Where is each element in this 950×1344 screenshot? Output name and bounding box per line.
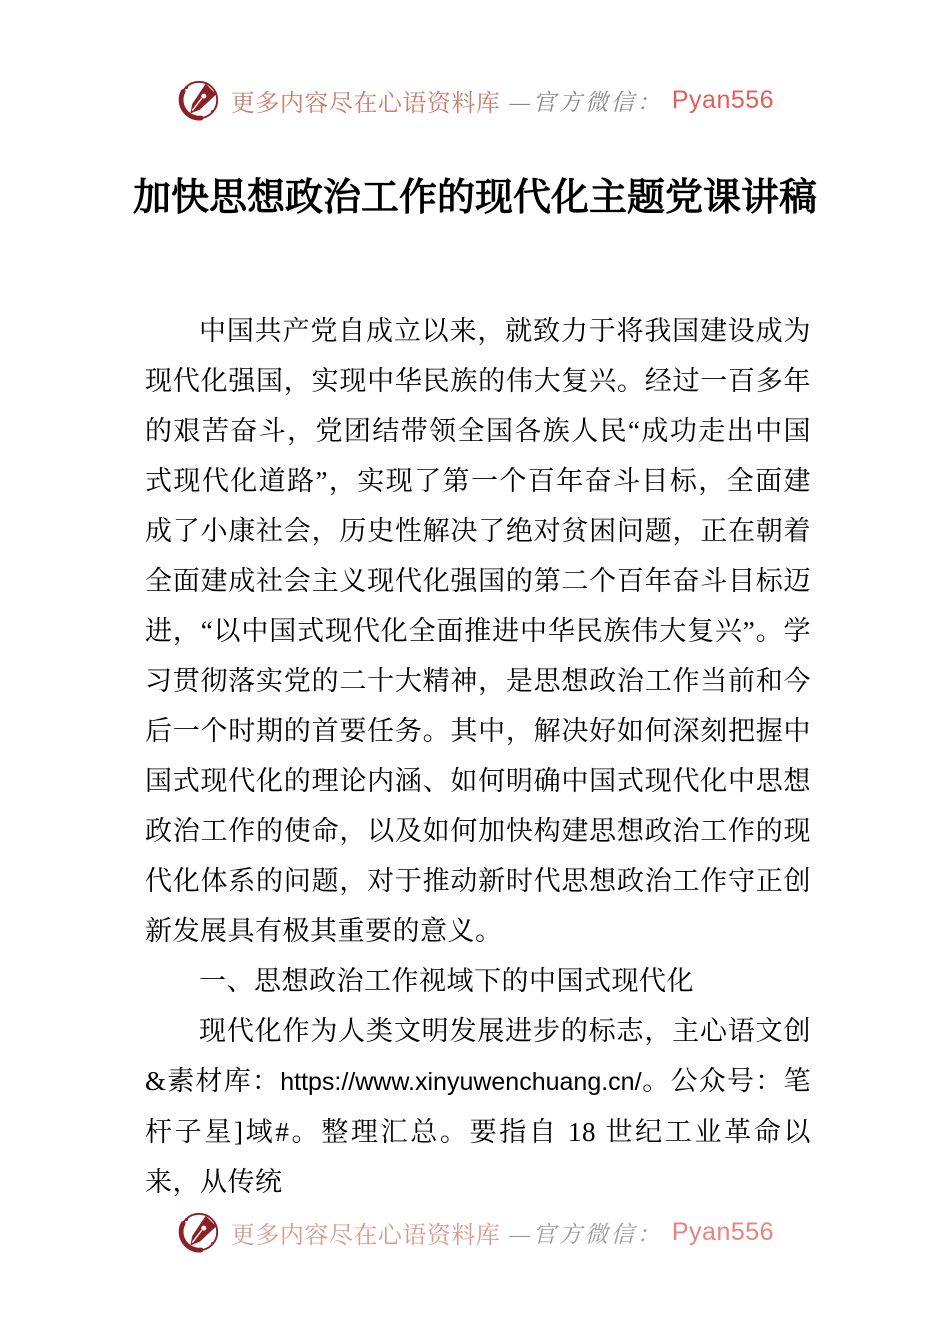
wechat-label: —官方微信： — [509, 89, 663, 115]
footer-brand — [0, 1208, 950, 1256]
document-body — [145, 306, 811, 1207]
wechat-id: Pyan556 — [671, 85, 775, 114]
section-heading-1: 一、思想政治工作视域下的中国式现代化 — [199, 966, 694, 996]
document-title: 加快思想政治工作的现代化主题党课讲稿 — [132, 177, 817, 219]
paragraph-2-text-after: 。公众号：笔杆子星]域#。整理汇总。要指自 18 世纪工业革命以来，从传统 — [145, 1066, 811, 1197]
pen-logo-icon — [176, 1208, 222, 1256]
paragraph-2-text-before: 现代化作为人类文明发展进步的标志，主心语文创&素材库： — [145, 1016, 811, 1096]
brand-text: 更多内容尽在心语资料库 — [230, 1222, 501, 1249]
pen-logo-icon — [176, 76, 222, 124]
header-brand — [0, 76, 950, 124]
wechat-label: —官方微信： — [509, 1221, 663, 1247]
wechat-id: Pyan556 — [671, 1217, 775, 1246]
brand-text: 更多内容尽在心语资料库 — [230, 90, 501, 117]
paragraph-2 — [145, 1006, 811, 1207]
paragraph-1: 中国共产党自成立以来，就致力于将我国建设成为现代化强国，实现中华民族的伟大复兴。经过一百多年的艰苦奋斗，党团结带领全国各族人民“成功走出中国式现代化道路”，实现了第一个百年奋斗目标，全面建成了小康社会，历史性解决了绝对贫困问题，正在朝着全面建成社会主义现代化强国的第二个百年奋斗目标迈进，“以中国式现代化全面推进中华民族伟大复兴”。学习贯彻落实党的二十大精神，是思想政治工作当前和今后一个时期的首要任务。其中，解决好如何深刻把握中国式现代化的理论内涵、如何明确中国式现代化中思想政治工作的使命，以及如何加快构建思想政治工作的现代化体系的问题，对于推动新时代思想政治工作守正创新发展具有极其重要的意义。 — [145, 316, 811, 946]
source-url-link[interactable]: https://www.xinyuwenchuang.cn/ — [280, 1068, 642, 1096]
